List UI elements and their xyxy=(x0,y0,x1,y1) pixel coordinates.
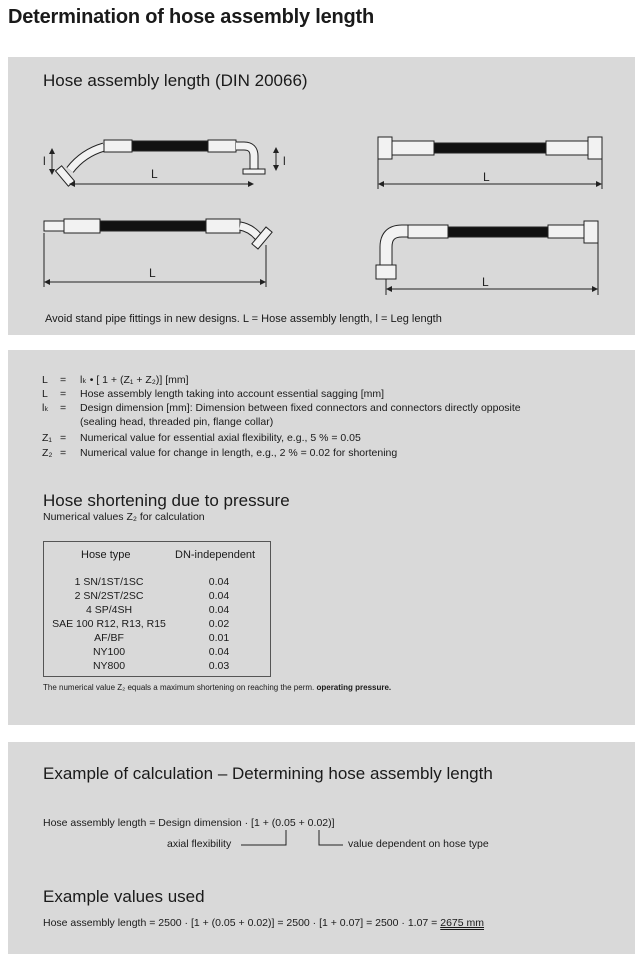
formula-row: lₖ = Design dimension [mm]: Dimension between fixed connectors and connectors directly opposite xyxy=(42,402,521,414)
length-label-3: L xyxy=(149,266,156,280)
col-header-hose-type: Hose type xyxy=(81,549,131,561)
section-title-example: Example of calculation – Determining hose assembly length xyxy=(43,764,493,783)
table-row: SAE 100 R12, R13, R15 0.02 xyxy=(52,618,230,630)
hose-length-panel xyxy=(8,57,635,335)
diagram-stub-flange xyxy=(44,219,272,287)
section-title-hose-length: Hose assembly length (DIN 20066) xyxy=(43,71,308,90)
result-value: 2675 mm xyxy=(440,917,485,929)
formula-row: L = lₖ • [ 1 + (Z₁ + Z₂)] [mm] xyxy=(42,374,189,386)
label-hose-type-value: value dependent on hose type xyxy=(348,838,489,850)
formula-annotations xyxy=(8,822,635,882)
shortening-table xyxy=(43,541,271,677)
table-row: 1 SN/1ST/1SC 0.04 xyxy=(74,576,230,588)
length-label-1: L xyxy=(151,167,158,181)
leg-label-right: l xyxy=(283,154,286,168)
formula-row: Z₁ = Numerical value for essential axial flexibility, e.g., 5 % = 0.05 xyxy=(42,432,361,444)
shortening-note: The numerical value Z₂ equals a maximum shortening on reaching the perm. operating pressure. xyxy=(43,683,392,692)
diagram-angled-flanges xyxy=(52,140,276,186)
formula-panel xyxy=(8,350,635,725)
diagram-caption: Avoid stand pipe fittings in new designs. L = Hose assembly length, l = Leg length xyxy=(45,313,442,325)
page-title: Determination of hose assembly length xyxy=(8,6,375,28)
section-title-shortening: Hose shortening due to pressure xyxy=(43,491,290,510)
example-formula: Hose assembly length = Design dimension · [1 + (0.05 + 0.02)] xyxy=(43,817,335,829)
table-row: NY100 0.04 xyxy=(92,646,230,658)
diagram-straight-nuts xyxy=(378,137,602,189)
table-row: NY800 0.03 xyxy=(92,660,230,672)
formula-row: (sealing head, threaded pin, flange collar) xyxy=(80,416,274,428)
leg-label-left: l xyxy=(43,154,46,168)
example-values-line: Hose assembly length = 2500 · [1 + (0.05 + 0.02)] = 2500 · [1 + 0.07] = 2500 · 1.07 = 2675 mm xyxy=(43,917,485,929)
formula-row: L = Hose assembly length taking into account essential sagging [mm] xyxy=(42,388,385,400)
section-subtitle-shortening: Numerical values Z₂ for calculation xyxy=(43,511,205,523)
length-label-2: L xyxy=(483,170,490,184)
length-label-4: L xyxy=(482,275,489,289)
formula-row: Z₂ = Numerical value for change in length, e.g., 2 % = 0.02 for shortening xyxy=(42,447,398,459)
example-panel xyxy=(8,742,635,954)
hose-diagrams xyxy=(8,57,635,307)
label-axial-flexibility: axial flexibility xyxy=(167,838,232,850)
section-title-example-values: Example values used xyxy=(43,887,205,906)
table-row: 2 SN/2ST/2SC 0.04 xyxy=(74,590,230,602)
col-header-dn: DN-independent xyxy=(175,549,256,561)
table-row: AF/BF 0.01 xyxy=(94,632,230,644)
table-row: 4 SP/4SH 0.04 xyxy=(85,604,230,616)
